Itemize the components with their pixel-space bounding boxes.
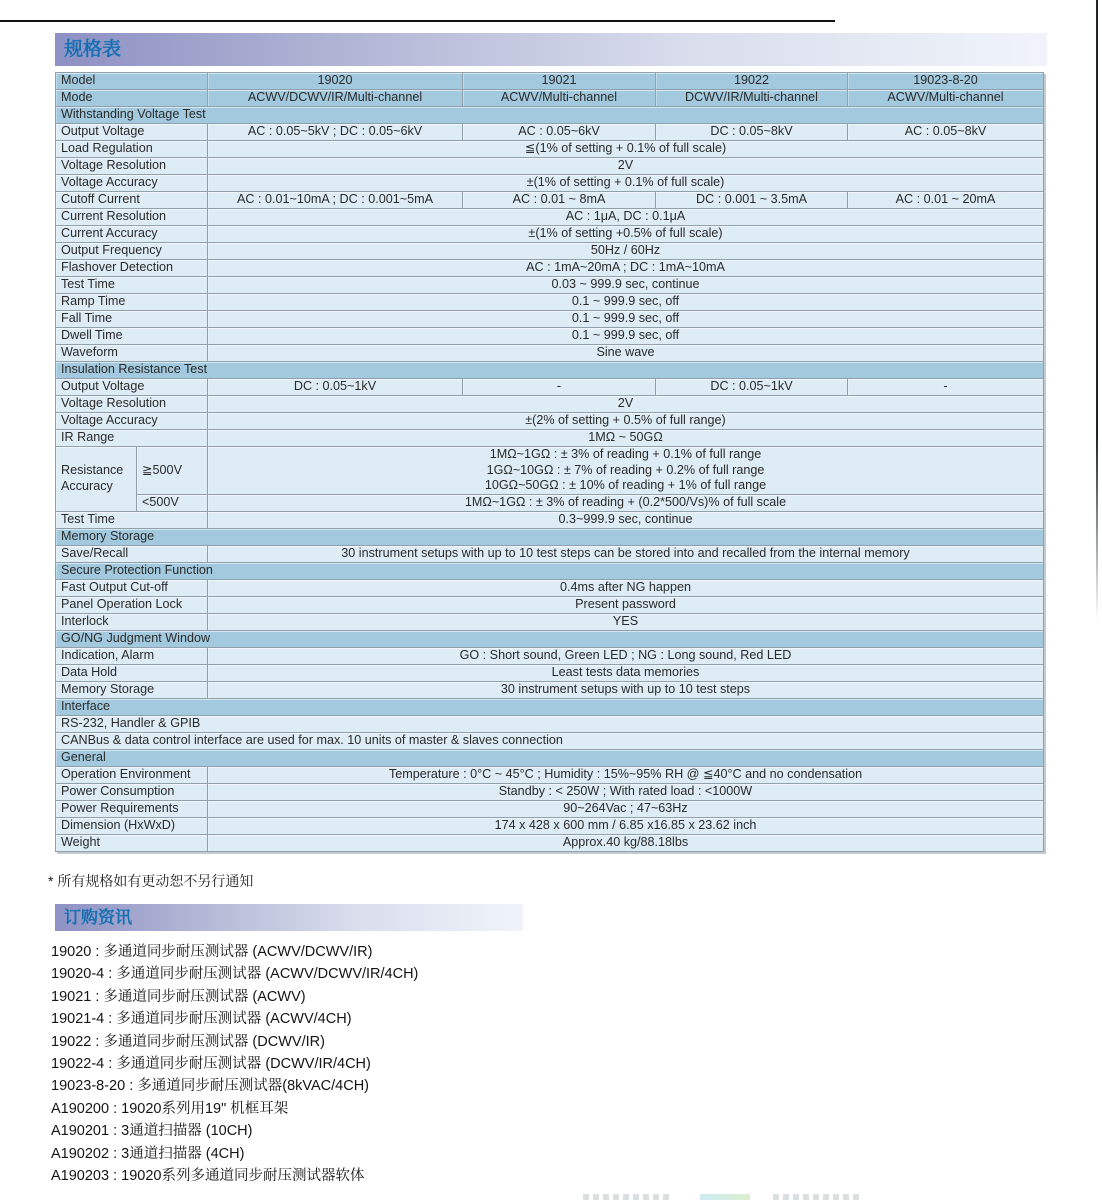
section-header-label: Insulation Resistance Test [56,362,1044,379]
section-header-label: GO/NG Judgment Window [56,630,1044,647]
ordering-list [51,941,418,1187]
row-sublabel: ≧500V [137,447,208,495]
row-value: AC : 0.05~8kV [848,124,1044,141]
ordering-list-item: 19023-8-20 : 多通道同步耐压测试器(8kVAC/4CH) [51,1078,370,1095]
spec-table-row [56,732,1044,749]
row-label: Current Accuracy [56,226,208,243]
row-value: 0.4ms after NG happen [208,579,1044,596]
row-label: Memory Storage [56,681,208,698]
row-label: Voltage Resolution [56,396,208,413]
spec-table-row [56,494,1044,511]
spec-table-row [56,141,1044,158]
row-value: DC : 0.05~1kV [656,379,848,396]
row-label: Power Requirements [56,800,208,817]
row-value: 2V [208,158,1044,175]
column-header-value: 19021 [463,73,656,90]
row-value: 174 x 428 x 600 mm / 6.85 x16.85 x 23.62 inch [208,817,1044,834]
row-label: Test Time [56,277,208,294]
row-label: Interlock [56,613,208,630]
row-label: Output Frequency [56,243,208,260]
row-label: Test Time [56,511,208,528]
row-value: 90~264Vac ; 47~63Hz [208,800,1044,817]
section-header-label: Memory Storage [56,528,1044,545]
row-label: Fall Time [56,311,208,328]
spec-table-row [56,528,1044,545]
ordering-list-item: A190203 : 19020系列多通道同步耐压测试器软体 [51,1167,365,1184]
row-value: Approx.40 kg/88.18lbs [208,834,1044,851]
column-header-value: ACWV/Multi-channel [463,90,656,107]
row-value: 30 instrument setups with up to 10 test steps [208,681,1044,698]
row-value: 1MΩ~1GΩ : ± 3% of reading + 0.1% of full range 1GΩ~10GΩ : ± 7% of reading + 0.2% of full range 10GΩ~50GΩ : ± 10% of reading + 1% of full range [208,447,1044,495]
row-value: Sine wave [208,345,1044,362]
spec-table-row [56,226,1044,243]
row-sublabel: <500V [137,494,208,511]
row-label: Panel Operation Lock [56,596,208,613]
spec-table-row [56,243,1044,260]
spec-table-row [56,562,1044,579]
spec-section-title: 规格表 [64,39,122,60]
spec-table-row [56,664,1044,681]
spec-table-row [56,379,1044,396]
column-header-value: 19020 [208,73,463,90]
row-label: Voltage Resolution [56,158,208,175]
section-header-label: Secure Protection Function [56,562,1044,579]
row-value: YES [208,613,1044,630]
spec-footnote: * 所有规格如有更动恕不另行通知 [48,873,254,889]
row-label: Voltage Accuracy [56,413,208,430]
spec-table-row [56,277,1044,294]
row-label: Output Voltage [56,124,208,141]
spec-table-row [56,511,1044,528]
row-label: IR Range [56,430,208,447]
ordering-list-item: 19022 : 多通道同步耐压测试器 (DCWV/IR) [51,1033,325,1050]
spec-table-row [56,800,1044,817]
bottom-cutoff-artifact [583,1194,671,1200]
spec-table-row [56,175,1044,192]
page-right-edge-artifact [1096,0,1098,620]
spec-table-row [56,73,1044,90]
row-label: Indication, Alarm [56,647,208,664]
column-header-label: Model [56,73,208,90]
row-value: AC : 0.01 ~ 20mA [848,192,1044,209]
spec-table-row [56,681,1044,698]
row-label: Operation Environment [56,766,208,783]
ordering-list-item: 19021-4 : 多通道同步耐压测试器 (ACWV/4CH) [51,1011,352,1028]
row-label: Cutoff Current [56,192,208,209]
row-value: 0.1 ~ 999.9 sec, off [208,311,1044,328]
spec-table-row [56,396,1044,413]
row-value: ±(2% of setting + 0.5% of full range) [208,413,1044,430]
row-value: GO : Short sound, Green LED ; NG : Long sound, Red LED [208,647,1044,664]
spec-table-row [56,430,1044,447]
spec-table-row [56,545,1044,562]
spec-table-row [56,260,1044,277]
row-value: ±(1% of setting +0.5% of full scale) [208,226,1044,243]
spec-table-row [56,698,1044,715]
spec-table-row [56,817,1044,834]
column-header-value: 19023-8-20 [848,73,1044,90]
spec-table-row [56,90,1044,107]
row-value: 0.3~999.9 sec, continue [208,511,1044,528]
row-label: Power Consumption [56,783,208,800]
row-value: 30 instrument setups with up to 10 test steps can be stored into and recalled from the internal memory [208,545,1044,562]
row-value: DC : 0.05~1kV [208,379,463,396]
spec-table-row [56,311,1044,328]
spec-table-row [56,613,1044,630]
section-header-label: Interface [56,698,1044,715]
row-value: 0.1 ~ 999.9 sec, off [208,294,1044,311]
spec-table-row [56,783,1044,800]
row-label: Data Hold [56,664,208,681]
column-header-value: ACWV/Multi-channel [848,90,1044,107]
ordering-list-item: A190202 : 3通道扫描器 (4CH) [51,1145,245,1162]
column-header-value: DCWV/IR/Multi-channel [656,90,848,107]
spec-table-row [56,766,1044,783]
spec-section-header [55,33,1047,66]
spec-table-row [56,749,1044,766]
spec-table-row [56,362,1044,379]
row-value: - [463,379,656,396]
row-label: Save/Recall [56,545,208,562]
row-value: AC : 0.01~10mA ; DC : 0.001~5mA [208,192,463,209]
ordering-list-item: 19022-4 : 多通道同步耐压测试器 (DCWV/IR/4CH) [51,1055,371,1072]
ordering-list-item: A190200 : 19020系列用19" 机框耳架 [51,1100,289,1117]
row-label: Resistance Accuracy [56,447,137,512]
row-value: 50Hz / 60Hz [208,243,1044,260]
ordering-section-header [55,904,523,931]
row-label: Load Regulation [56,141,208,158]
row-value: AC : 0.01 ~ 8mA [463,192,656,209]
spec-table-row [56,413,1044,430]
section-header-label: General [56,749,1044,766]
row-value: 1MΩ~1GΩ : ± 3% of reading + (0.2*500/Vs)% of full scale [208,494,1044,511]
row-label: Weight [56,834,208,851]
row-label: Waveform [56,345,208,362]
ordering-list-item: 19020-4 : 多通道同步耐压测试器 (ACWV/DCWV/IR/4CH) [51,966,419,983]
row-value: DC : 0.001 ~ 3.5mA [656,192,848,209]
bottom-cutoff-logo-artifact [700,1194,750,1200]
row-value: 0.1 ~ 999.9 sec, off [208,328,1044,345]
row-label: Ramp Time [56,294,208,311]
section-header-label: Withstanding Voltage Test [56,107,1044,124]
spec-table-row [56,192,1044,209]
row-value: ±(1% of setting + 0.1% of full scale) [208,175,1044,192]
row-value: AC : 0.05~6kV [463,124,656,141]
row-value: - [848,379,1044,396]
row-label: Output Voltage [56,379,208,396]
row-value: AC : 0.05~5kV ; DC : 0.05~6kV [208,124,463,141]
row-label: Fast Output Cut-off [56,579,208,596]
row-value: Present password [208,596,1044,613]
spec-table-row [56,209,1044,226]
page-top-edge-artifact [0,20,835,22]
ordering-list-item: 19020 : 多通道同步耐压测试器 (ACWV/DCWV/IR) [51,944,373,960]
spec-table-row [56,715,1044,732]
full-width-row-text: RS-232, Handler & GPIB [56,715,1044,732]
spec-table-row [56,579,1044,596]
full-width-row-text: CANBus & data control interface are used for max. 10 units of master & slaves connection [56,732,1044,749]
spec-table-row [56,345,1044,362]
spec-table-row [56,596,1044,613]
spec-table-row [56,124,1044,141]
spec-table [55,72,1044,852]
spec-table-row [56,107,1044,124]
row-value: DC : 0.05~8kV [656,124,848,141]
row-value: 0.03 ~ 999.9 sec, continue [208,277,1044,294]
row-value: ≦(1% of setting + 0.1% of full scale) [208,141,1044,158]
row-value: Temperature : 0°C ~ 45°C ; Humidity : 15%~95% RH @ ≦40°C and no condensation [208,766,1044,783]
row-label: Dwell Time [56,328,208,345]
spec-table-row [56,647,1044,664]
spec-table-row [56,294,1044,311]
row-label: Dimension (HxWxD) [56,817,208,834]
spec-table-row [56,447,1044,495]
spec-table-row [56,158,1044,175]
row-value: AC : 1μA, DC : 0.1μA [208,209,1044,226]
ordering-list-item: A190201 : 3通道扫描器 (10CH) [51,1123,253,1140]
ordering-list-item: 19021 : 多通道同步耐压测试器 (ACWV) [51,988,306,1005]
column-header-value: ACWV/DCWV/IR/Multi-channel [208,90,463,107]
column-header-label: Mode [56,90,208,107]
column-header-value: 19022 [656,73,848,90]
spec-table-row [56,630,1044,647]
row-value: 1MΩ ~ 50GΩ [208,430,1044,447]
row-label: Flashover Detection [56,260,208,277]
ordering-section-title: 订购资讯 [64,908,132,927]
spec-table-row [56,834,1044,851]
row-value: 2V [208,396,1044,413]
row-value: AC : 1mA~20mA ; DC : 1mA~10mA [208,260,1044,277]
row-label: Voltage Accuracy [56,175,208,192]
spec-table-row [56,328,1044,345]
row-label: Current Resolution [56,209,208,226]
bottom-cutoff-artifact [773,1194,861,1200]
row-value: Standby : < 250W ; With rated load : <1000W [208,783,1044,800]
row-value: Least tests data memories [208,664,1044,681]
